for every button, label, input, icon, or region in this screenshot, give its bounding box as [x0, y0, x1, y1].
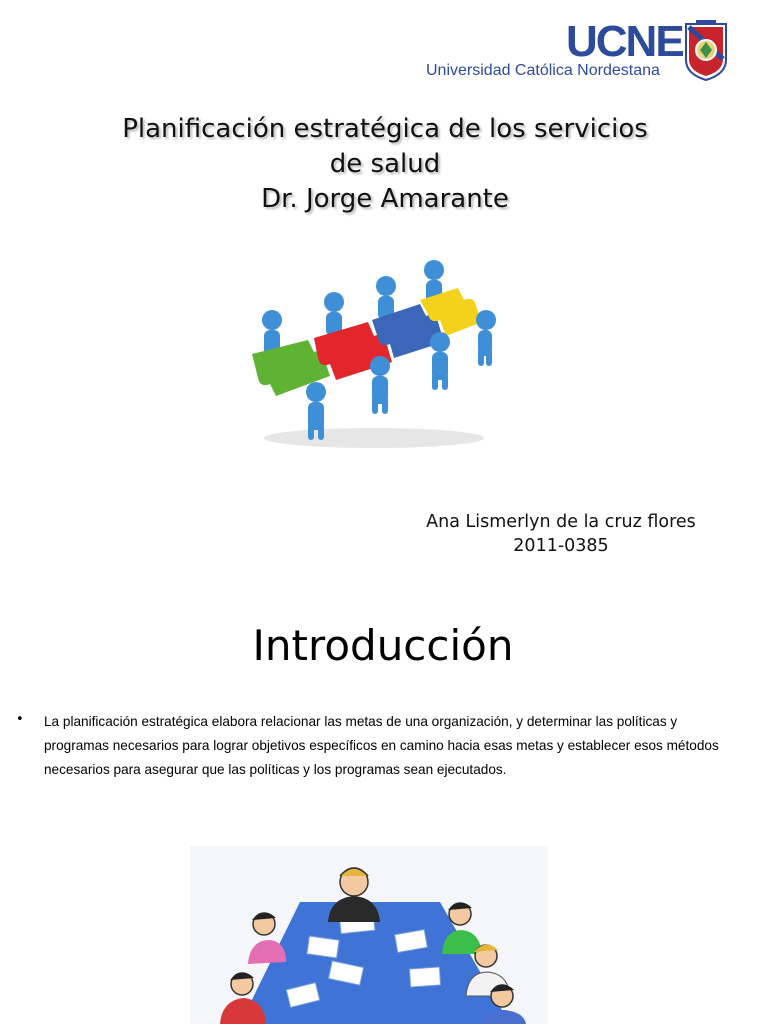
presentation-title [40, 112, 730, 217]
university-crest-icon [682, 20, 730, 82]
title-line-3-author: Dr. Jorge Amarante [261, 184, 509, 214]
teamwork-puzzle-illustration [244, 258, 504, 454]
student-id: 2011-0385 [513, 536, 609, 556]
ucne-logo [424, 18, 734, 84]
bullet-marker: • [16, 712, 24, 727]
logo-wordmark: UCNE [566, 17, 683, 66]
title-line-2: de salud [329, 149, 441, 179]
title-line-1: Planificación estratégica de los servicios [122, 114, 648, 144]
meeting-table-illustration [190, 846, 548, 1024]
logo-university-name: Universidad Católica Nordestana [426, 62, 660, 79]
introduction-heading: Introducción [252, 621, 514, 670]
student-info [398, 510, 724, 558]
student-name: Ana Lismerlyn de la cruz flores [426, 512, 696, 532]
introduction-text: La planificación estratégica elabora relacionar las metas de una organización, y determinar las políticas y programas necesarios para lograr objetivos específicos en camino hacia esas metas y establecer esos métodos necesarios para asegurar que las políticas y los programas sean ejecutados. [44, 714, 719, 777]
